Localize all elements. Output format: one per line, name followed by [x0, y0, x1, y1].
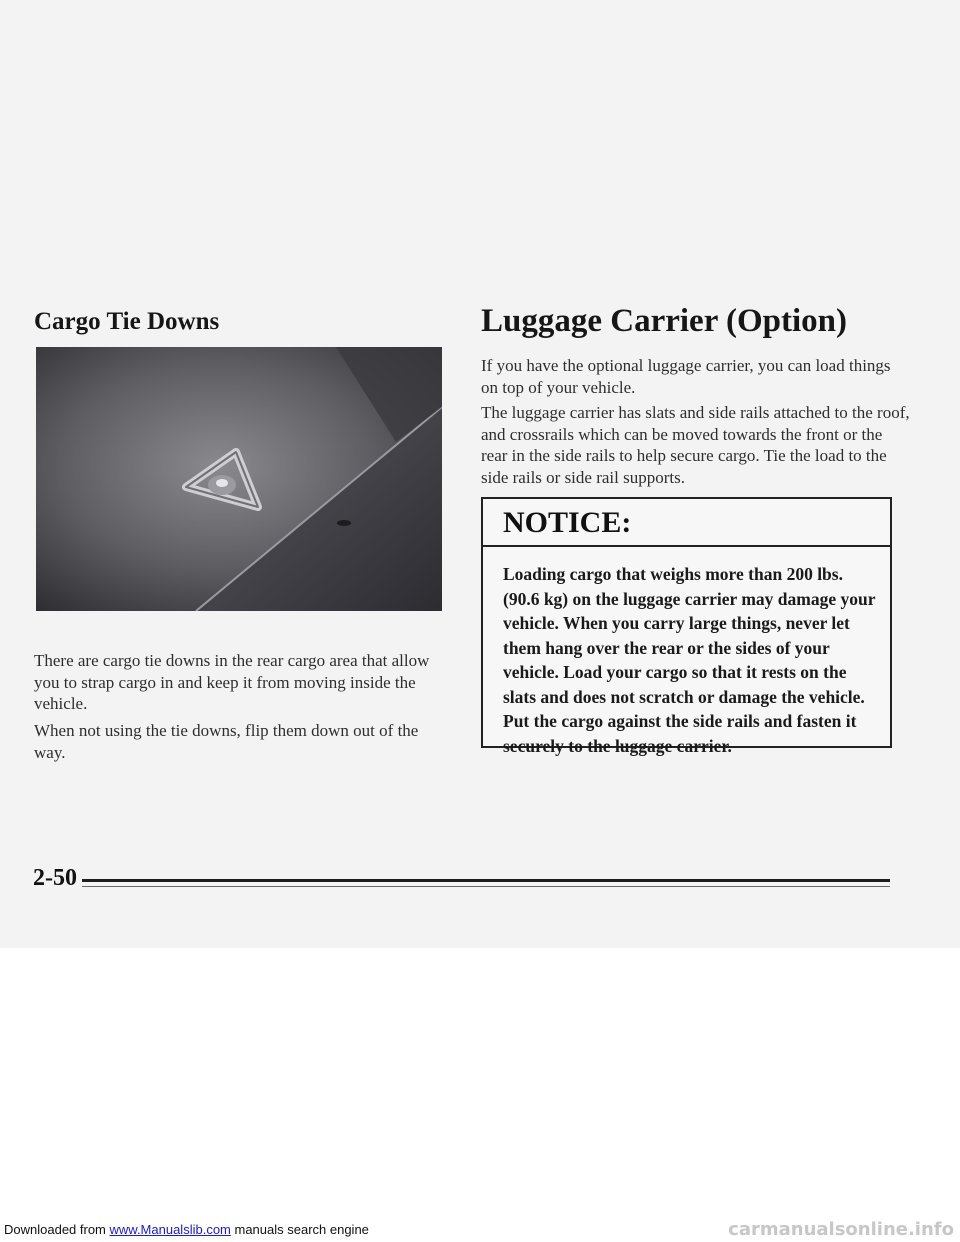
paragraph-tie-downs-usage: When not using the tie downs, flip them down out of the way. [34, 721, 419, 762]
section-title-cargo-tie-downs: Cargo Tie Downs [34, 308, 220, 335]
manualslib-link[interactable]: www.Manualslib.com [109, 1222, 231, 1237]
section-title-luggage-carrier: Luggage Carrier (Option) [481, 303, 848, 339]
notice-text: Loading cargo that weighs more than 200 lbs. (90.6 kg) on the luggage carrier may damage your vehicle. When you carry large things, never let them hang over the rear or the sides of your vehicle. Load your cargo so that it rests on the slats and does not scratch or damage the vehicle. Put the cargo against the side rails and fasten it securely to the luggage carrier. [503, 564, 876, 756]
notice-box [481, 497, 892, 756]
cargo-tie-down-photo [36, 347, 442, 611]
footer-suffix: manuals search engine [230, 1222, 369, 1237]
footer-rule-thin [82, 886, 890, 887]
paragraph-luggage-carrier-details: The luggage carrier has slats and side rails attached to the roof, and crossrails which can be moved towards the front or the rear in the side rails to help secure cargo. Tie the load to the side rails or side rail supports. [481, 403, 910, 487]
notice-heading: NOTICE: [483, 499, 890, 547]
watermark: carmanualsonline.info [728, 1219, 954, 1240]
footer-prefix: Downloaded from [4, 1222, 110, 1237]
footer-rule [82, 879, 890, 882]
paragraph-luggage-carrier-intro: If you have the optional luggage carrier, you can load things on top of your vehicle. [481, 356, 891, 397]
page-number: 2-50 [33, 865, 77, 891]
download-footer [4, 1222, 369, 1237]
paragraph-tie-downs-location: There are cargo tie downs in the rear cargo area that allow you to strap cargo in and keep it from moving inside the vehicle. [34, 651, 430, 713]
